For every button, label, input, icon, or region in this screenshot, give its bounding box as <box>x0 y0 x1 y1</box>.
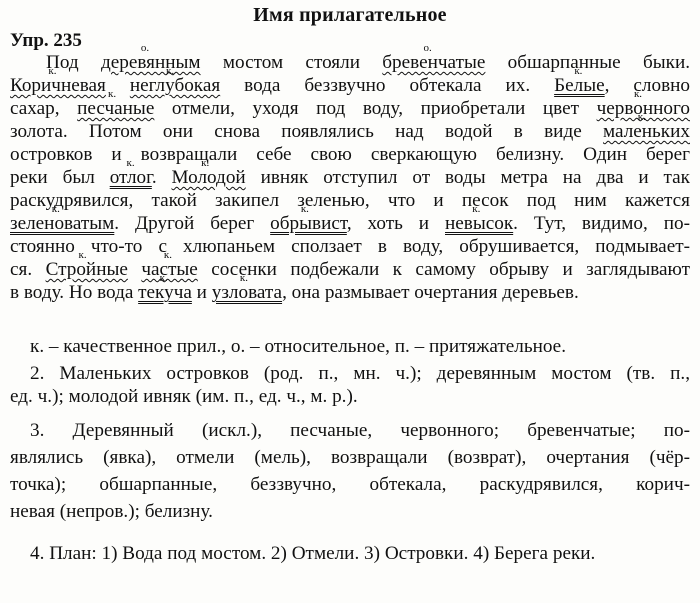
text-fragment: , словно <box>604 75 691 96</box>
qualitative-adjective: к. Молодой <box>172 167 246 188</box>
predicate-adjective: к. отлог <box>110 167 152 188</box>
answer-3-continued: точка); обшарпанные, беззвучно, обтекала, раскудрявился, корич- <box>10 474 690 495</box>
answer-2: 2. Маленьких островков (род. п., мн. ч.); деревянным мостом (тв. п., <box>30 363 690 384</box>
text-fragment: реки был <box>10 167 110 188</box>
qualitative-adjective: к. песчаные <box>77 98 154 119</box>
predicate-adjective: к. невысок <box>445 213 513 234</box>
qualitative-adjective: к. червонного <box>597 98 690 119</box>
answer-4-plan: 4. План: 1) Вода под мостом. 2) Отмели. 3) Островки. 4) Берега реки. <box>30 543 596 564</box>
legend-note: к. – качественное прил., о. – относительное, п. – притяжательное. <box>30 336 566 357</box>
text-line <box>10 98 690 120</box>
qualitative-adjective: к. маленьких <box>603 121 690 142</box>
text-fragment: ся. <box>10 259 46 280</box>
text-line <box>10 236 690 258</box>
text-fragment <box>128 259 141 280</box>
text-fragment: , хоть и <box>346 213 445 234</box>
qualitative-adjective: к. неглубокая <box>130 75 220 96</box>
answer-2-continued: ед. ч.); молодой ивняк (им. п., ед. ч., м. р.). <box>10 386 358 407</box>
page-title: Имя прилагательное <box>253 4 447 26</box>
answer-3-continued: являлись (явка), отмели (мель), возвращали (возврат), очертания (чёр- <box>10 447 690 468</box>
text-fragment: отмели, уходя под воду, приобретали цвет <box>154 98 597 119</box>
text-line <box>10 121 690 143</box>
predicate-adjective: к. узловата <box>212 282 282 303</box>
text-fragment: раскудрявился, такой закипел зеленью, что и песок под ним кажется <box>10 190 690 211</box>
text-line <box>10 52 690 74</box>
text-fragment: в воду. Но вода <box>10 282 139 303</box>
qualitative-adjective: к. Стройные <box>46 259 128 280</box>
text-line <box>10 144 690 166</box>
predicate-adjective: к. текуча <box>138 282 192 303</box>
text-fragment: и <box>191 282 212 303</box>
text-fragment: сосенки подбежали к самому обрыву и заглядывают <box>197 259 691 280</box>
predicate-adjective: к. зеленоватым <box>10 213 114 234</box>
text-fragment: стоянно что-то с хлюпаньем сползает в воду, обрушивается, подмывает- <box>10 236 690 257</box>
text-fragment: . Другой берег <box>114 213 271 234</box>
text-line <box>10 213 690 235</box>
text-fragment: Под <box>46 52 101 73</box>
text-line <box>10 282 690 304</box>
relative-adjective: о. деревянным <box>101 52 201 73</box>
text-fragment: . <box>151 167 172 188</box>
text-line <box>10 167 690 189</box>
text-fragment: островков и возвращали себе свою сверкающую белизну. Один берег <box>10 144 690 165</box>
answer-3: 3. Деревянный (искл.), песчаные, червонного; бревенчатые; по- <box>30 420 690 441</box>
text-fragment: , она размывает очертания деревьев. <box>282 282 579 303</box>
exercise-number: Упр. 235 <box>10 30 82 51</box>
text-fragment: . Тут, видимо, по- <box>513 213 690 234</box>
text-fragment: мостом стояли <box>200 52 383 73</box>
text-fragment: вода беззвучно обтекала их. <box>220 75 555 96</box>
predicate-adjective: к. Белые <box>554 75 605 96</box>
text-fragment: золота. Потом они снова появлялись над водой в виде <box>10 121 603 142</box>
relative-adjective: о. бревенчатые <box>382 52 485 73</box>
qualitative-adjective: к. Коричневая <box>10 75 106 96</box>
text-fragment: сахар, <box>10 98 78 119</box>
text-fragment: ивняк отступил от воды метра на два и так <box>245 167 691 188</box>
predicate-adjective: к. обрывист <box>270 213 347 234</box>
text-line <box>10 259 690 281</box>
qualitative-adjective: к. частые <box>141 259 197 280</box>
answer-3-continued: невая (непров.); белизну. <box>10 501 213 522</box>
text-line <box>10 190 690 212</box>
text-fragment: обшарпанные быки. <box>485 52 691 73</box>
